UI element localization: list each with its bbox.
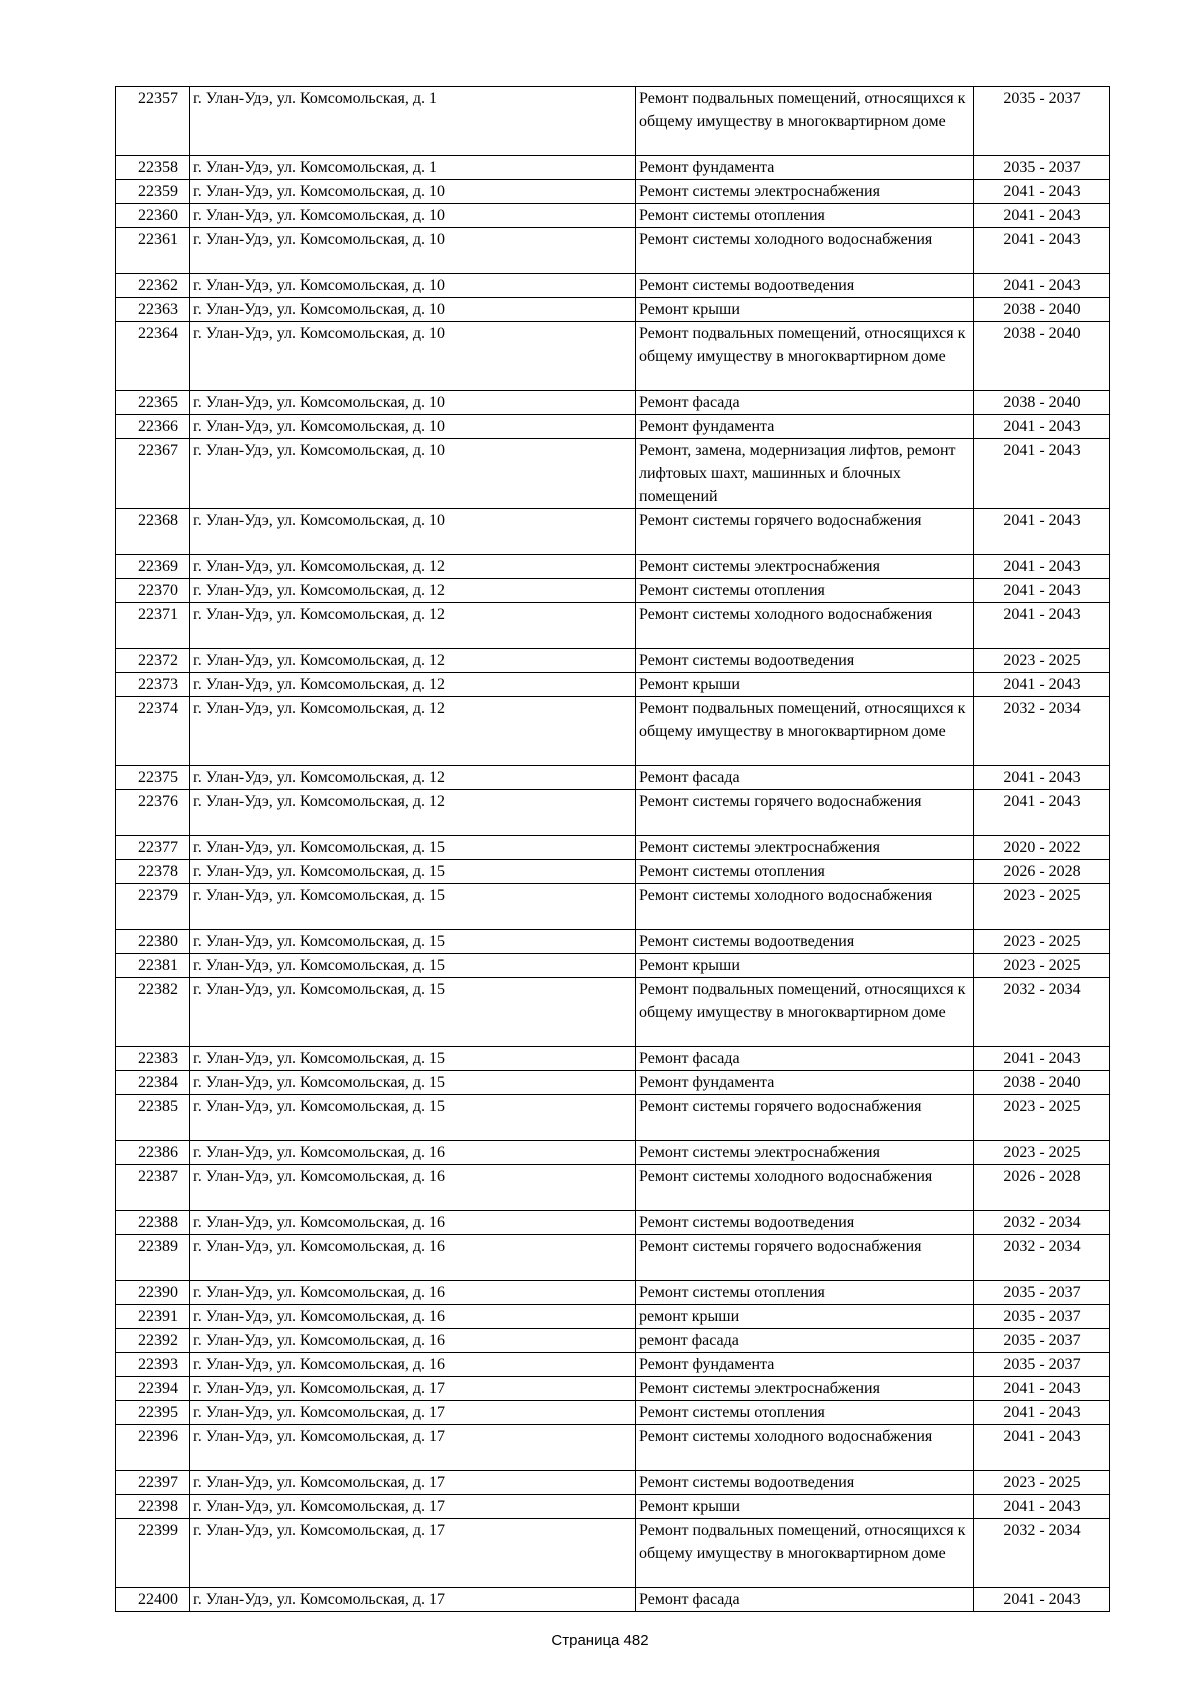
work-type-cell: Ремонт системы электроснабжения: [636, 1377, 974, 1401]
table-row: [116, 180, 1110, 204]
period-cell: 2041 - 2043: [974, 555, 1110, 579]
table-row: [116, 1165, 1110, 1211]
row-id-cell: 22363: [116, 298, 190, 322]
period-cell: 2041 - 2043: [974, 1401, 1110, 1425]
address-cell: г. Улан-Удэ, ул. Комсомольская, д. 10: [190, 180, 636, 204]
period-cell: 2041 - 2043: [974, 1425, 1110, 1471]
work-type-cell: Ремонт фундамента: [636, 156, 974, 180]
row-id-cell: 22364: [116, 322, 190, 391]
repair-schedule-table: [115, 86, 1110, 1612]
work-type-cell: Ремонт системы горячего водоснабжения: [636, 790, 974, 836]
table-row: [116, 766, 1110, 790]
address-cell: г. Улан-Удэ, ул. Комсомольская, д. 12: [190, 603, 636, 649]
row-id-cell: 22393: [116, 1353, 190, 1377]
period-cell: 2041 - 2043: [974, 228, 1110, 274]
period-cell: 2041 - 2043: [974, 1047, 1110, 1071]
period-cell: 2041 - 2043: [974, 1588, 1110, 1612]
row-id-cell: 22388: [116, 1211, 190, 1235]
work-type-cell: Ремонт системы отопления: [636, 204, 974, 228]
work-type-cell: Ремонт фундамента: [636, 1353, 974, 1377]
address-cell: г. Улан-Удэ, ул. Комсомольская, д. 12: [190, 766, 636, 790]
address-cell: г. Улан-Удэ, ул. Комсомольская, д. 17: [190, 1425, 636, 1471]
work-type-cell: Ремонт системы горячего водоснабжения: [636, 509, 974, 555]
table-row: [116, 1305, 1110, 1329]
table-row: [116, 1211, 1110, 1235]
table-row: [116, 579, 1110, 603]
address-cell: г. Улан-Удэ, ул. Комсомольская, д. 17: [190, 1401, 636, 1425]
row-id-cell: 22386: [116, 1141, 190, 1165]
address-cell: г. Улан-Удэ, ул. Комсомольская, д. 15: [190, 1071, 636, 1095]
row-id-cell: 22360: [116, 204, 190, 228]
table-row: [116, 204, 1110, 228]
work-type-cell: Ремонт фундамента: [636, 415, 974, 439]
table-row: [116, 509, 1110, 555]
address-cell: г. Улан-Удэ, ул. Комсомольская, д. 15: [190, 930, 636, 954]
row-id-cell: 22359: [116, 180, 190, 204]
period-cell: 2035 - 2037: [974, 1353, 1110, 1377]
table-row: [116, 860, 1110, 884]
table-row: [116, 1141, 1110, 1165]
period-cell: 2035 - 2037: [974, 87, 1110, 156]
address-cell: г. Улан-Удэ, ул. Комсомольская, д. 15: [190, 1095, 636, 1141]
row-id-cell: 22367: [116, 439, 190, 509]
period-cell: 2023 - 2025: [974, 1141, 1110, 1165]
work-type-cell: Ремонт подвальных помещений, относящихся к общему имуществу в многоквартирном доме: [636, 87, 974, 156]
work-type-cell: Ремонт системы электроснабжения: [636, 555, 974, 579]
period-cell: 2032 - 2034: [974, 697, 1110, 766]
row-id-cell: 22368: [116, 509, 190, 555]
period-cell: 2038 - 2040: [974, 391, 1110, 415]
address-cell: г. Улан-Удэ, ул. Комсомольская, д. 17: [190, 1377, 636, 1401]
work-type-cell: Ремонт системы холодного водоснабжения: [636, 1165, 974, 1211]
work-type-cell: Ремонт системы отопления: [636, 860, 974, 884]
work-type-cell: Ремонт системы отопления: [636, 1281, 974, 1305]
work-type-cell: Ремонт системы холодного водоснабжения: [636, 884, 974, 930]
address-cell: г. Улан-Удэ, ул. Комсомольская, д. 12: [190, 790, 636, 836]
table-row: [116, 1353, 1110, 1377]
table-row: [116, 1425, 1110, 1471]
period-cell: 2032 - 2034: [974, 1235, 1110, 1281]
work-type-cell: Ремонт системы холодного водоснабжения: [636, 1425, 974, 1471]
period-cell: 2035 - 2037: [974, 156, 1110, 180]
address-cell: г. Улан-Удэ, ул. Комсомольская, д. 10: [190, 298, 636, 322]
address-cell: г. Улан-Удэ, ул. Комсомольская, д. 15: [190, 1047, 636, 1071]
address-cell: г. Улан-Удэ, ул. Комсомольская, д. 1: [190, 87, 636, 156]
table-row: [116, 954, 1110, 978]
work-type-cell: Ремонт системы холодного водоснабжения: [636, 603, 974, 649]
row-id-cell: 22372: [116, 649, 190, 673]
address-cell: г. Улан-Удэ, ул. Комсомольская, д. 12: [190, 579, 636, 603]
table-row: [116, 1519, 1110, 1588]
work-type-cell: ремонт крыши: [636, 1305, 974, 1329]
work-type-cell: Ремонт крыши: [636, 1495, 974, 1519]
period-cell: 2035 - 2037: [974, 1281, 1110, 1305]
period-cell: 2041 - 2043: [974, 790, 1110, 836]
address-cell: г. Улан-Удэ, ул. Комсомольская, д. 15: [190, 954, 636, 978]
row-id-cell: 22392: [116, 1329, 190, 1353]
work-type-cell: Ремонт системы водоотведения: [636, 1211, 974, 1235]
address-cell: г. Улан-Удэ, ул. Комсомольская, д. 16: [190, 1281, 636, 1305]
period-cell: 2041 - 2043: [974, 415, 1110, 439]
page-number: Страница 482: [551, 1632, 649, 1649]
work-type-cell: Ремонт фасада: [636, 766, 974, 790]
address-cell: г. Улан-Удэ, ул. Комсомольская, д. 12: [190, 673, 636, 697]
period-cell: 2023 - 2025: [974, 930, 1110, 954]
row-id-cell: 22369: [116, 555, 190, 579]
period-cell: 2038 - 2040: [974, 1071, 1110, 1095]
period-cell: 2041 - 2043: [974, 579, 1110, 603]
row-id-cell: 22395: [116, 1401, 190, 1425]
period-cell: 2038 - 2040: [974, 298, 1110, 322]
period-cell: 2041 - 2043: [974, 1377, 1110, 1401]
row-id-cell: 22370: [116, 579, 190, 603]
period-cell: 2023 - 2025: [974, 1095, 1110, 1141]
address-cell: г. Улан-Удэ, ул. Комсомольская, д. 12: [190, 697, 636, 766]
period-cell: 2035 - 2037: [974, 1329, 1110, 1353]
period-cell: 2023 - 2025: [974, 884, 1110, 930]
table-row: [116, 1329, 1110, 1353]
address-cell: г. Улан-Удэ, ул. Комсомольская, д. 17: [190, 1495, 636, 1519]
work-type-cell: Ремонт подвальных помещений, относящихся к общему имуществу в многоквартирном доме: [636, 978, 974, 1047]
work-type-cell: Ремонт подвальных помещений, относящихся к общему имуществу в многоквартирном доме: [636, 322, 974, 391]
period-cell: 2041 - 2043: [974, 673, 1110, 697]
address-cell: г. Улан-Удэ, ул. Комсомольская, д. 16: [190, 1165, 636, 1211]
period-cell: 2041 - 2043: [974, 603, 1110, 649]
row-id-cell: 22362: [116, 274, 190, 298]
address-cell: г. Улан-Удэ, ул. Комсомольская, д. 15: [190, 860, 636, 884]
address-cell: г. Улан-Удэ, ул. Комсомольская, д. 15: [190, 836, 636, 860]
address-cell: г. Улан-Удэ, ул. Комсомольская, д. 12: [190, 649, 636, 673]
period-cell: 2023 - 2025: [974, 1471, 1110, 1495]
address-cell: г. Улан-Удэ, ул. Комсомольская, д. 16: [190, 1329, 636, 1353]
address-cell: г. Улан-Удэ, ул. Комсомольская, д. 16: [190, 1211, 636, 1235]
table-row: [116, 415, 1110, 439]
row-id-cell: 22376: [116, 790, 190, 836]
table-body: [116, 87, 1110, 1612]
work-type-cell: Ремонт системы электроснабжения: [636, 1141, 974, 1165]
address-cell: г. Улан-Удэ, ул. Комсомольская, д. 1: [190, 156, 636, 180]
table-row: [116, 1377, 1110, 1401]
row-id-cell: 22378: [116, 860, 190, 884]
table-row: [116, 1495, 1110, 1519]
address-cell: г. Улан-Удэ, ул. Комсомольская, д. 15: [190, 884, 636, 930]
work-type-cell: Ремонт системы электроснабжения: [636, 836, 974, 860]
period-cell: 2026 - 2028: [974, 860, 1110, 884]
row-id-cell: 22380: [116, 930, 190, 954]
table-row: [116, 439, 1110, 509]
address-cell: г. Улан-Удэ, ул. Комсомольская, д. 10: [190, 204, 636, 228]
work-type-cell: Ремонт фундамента: [636, 1071, 974, 1095]
table-row: [116, 697, 1110, 766]
period-cell: 2041 - 2043: [974, 274, 1110, 298]
period-cell: 2041 - 2043: [974, 180, 1110, 204]
period-cell: 2041 - 2043: [974, 766, 1110, 790]
table-row: [116, 298, 1110, 322]
table-row: [116, 1588, 1110, 1612]
row-id-cell: 22373: [116, 673, 190, 697]
work-type-cell: Ремонт фасада: [636, 1588, 974, 1612]
row-id-cell: 22381: [116, 954, 190, 978]
table-row: [116, 1095, 1110, 1141]
period-cell: 2032 - 2034: [974, 978, 1110, 1047]
row-id-cell: 22385: [116, 1095, 190, 1141]
period-cell: 2032 - 2034: [974, 1519, 1110, 1588]
table-row: [116, 649, 1110, 673]
address-cell: г. Улан-Удэ, ул. Комсомольская, д. 10: [190, 228, 636, 274]
work-type-cell: Ремонт подвальных помещений, относящихся к общему имуществу в многоквартирном доме: [636, 1519, 974, 1588]
table-row: [116, 322, 1110, 391]
table-row: [116, 87, 1110, 156]
table-row: [116, 1071, 1110, 1095]
table-row: [116, 156, 1110, 180]
table-row: [116, 1401, 1110, 1425]
row-id-cell: 22371: [116, 603, 190, 649]
period-cell: 2023 - 2025: [974, 649, 1110, 673]
row-id-cell: 22357: [116, 87, 190, 156]
row-id-cell: 22366: [116, 415, 190, 439]
work-type-cell: Ремонт системы горячего водоснабжения: [636, 1235, 974, 1281]
row-id-cell: 22389: [116, 1235, 190, 1281]
table-row: [116, 930, 1110, 954]
period-cell: 2026 - 2028: [974, 1165, 1110, 1211]
address-cell: г. Улан-Удэ, ул. Комсомольская, д. 17: [190, 1519, 636, 1588]
row-id-cell: 22374: [116, 697, 190, 766]
row-id-cell: 22384: [116, 1071, 190, 1095]
address-cell: г. Улан-Удэ, ул. Комсомольская, д. 16: [190, 1353, 636, 1377]
period-cell: 2032 - 2034: [974, 1211, 1110, 1235]
address-cell: г. Улан-Удэ, ул. Комсомольская, д. 15: [190, 978, 636, 1047]
table-row: [116, 555, 1110, 579]
period-cell: 2020 - 2022: [974, 836, 1110, 860]
address-cell: г. Улан-Удэ, ул. Комсомольская, д. 10: [190, 415, 636, 439]
row-id-cell: 22365: [116, 391, 190, 415]
row-id-cell: 22399: [116, 1519, 190, 1588]
work-type-cell: Ремонт системы водоотведения: [636, 930, 974, 954]
work-type-cell: Ремонт системы горячего водоснабжения: [636, 1095, 974, 1141]
table-row: [116, 1047, 1110, 1071]
table-row: [116, 884, 1110, 930]
period-cell: 2041 - 2043: [974, 204, 1110, 228]
work-type-cell: Ремонт, замена, модернизация лифтов, ремонт лифтовых шахт, машинных и блочных помещений: [636, 439, 974, 509]
row-id-cell: 22383: [116, 1047, 190, 1071]
table-row: [116, 274, 1110, 298]
work-type-cell: Ремонт системы водоотведения: [636, 274, 974, 298]
address-cell: г. Улан-Удэ, ул. Комсомольская, д. 17: [190, 1588, 636, 1612]
table-row: [116, 978, 1110, 1047]
work-type-cell: Ремонт системы электроснабжения: [636, 180, 974, 204]
table-row: [116, 673, 1110, 697]
work-type-cell: Ремонт крыши: [636, 954, 974, 978]
period-cell: 2038 - 2040: [974, 322, 1110, 391]
work-type-cell: Ремонт крыши: [636, 298, 974, 322]
address-cell: г. Улан-Удэ, ул. Комсомольская, д. 10: [190, 274, 636, 298]
work-type-cell: ремонт фасада: [636, 1329, 974, 1353]
table-row: [116, 836, 1110, 860]
address-cell: г. Улан-Удэ, ул. Комсомольская, д. 16: [190, 1235, 636, 1281]
table-row: [116, 603, 1110, 649]
address-cell: г. Улан-Удэ, ул. Комсомольская, д. 16: [190, 1141, 636, 1165]
table-row: [116, 1281, 1110, 1305]
row-id-cell: 22400: [116, 1588, 190, 1612]
address-cell: г. Улан-Удэ, ул. Комсомольская, д. 10: [190, 322, 636, 391]
work-type-cell: Ремонт подвальных помещений, относящихся к общему имуществу в многоквартирном доме: [636, 697, 974, 766]
row-id-cell: 22375: [116, 766, 190, 790]
address-cell: г. Улан-Удэ, ул. Комсомольская, д. 10: [190, 509, 636, 555]
table-row: [116, 391, 1110, 415]
address-cell: г. Улан-Удэ, ул. Комсомольская, д. 16: [190, 1305, 636, 1329]
work-type-cell: Ремонт фасада: [636, 1047, 974, 1071]
work-type-cell: Ремонт фасада: [636, 391, 974, 415]
work-type-cell: Ремонт системы водоотведения: [636, 649, 974, 673]
row-id-cell: 22361: [116, 228, 190, 274]
work-type-cell: Ремонт системы холодного водоснабжения: [636, 228, 974, 274]
row-id-cell: 22394: [116, 1377, 190, 1401]
table-row: [116, 1235, 1110, 1281]
work-type-cell: Ремонт системы отопления: [636, 579, 974, 603]
row-id-cell: 22391: [116, 1305, 190, 1329]
period-cell: 2041 - 2043: [974, 1495, 1110, 1519]
period-cell: 2041 - 2043: [974, 509, 1110, 555]
address-cell: г. Улан-Удэ, ул. Комсомольская, д. 10: [190, 391, 636, 415]
address-cell: г. Улан-Удэ, ул. Комсомольская, д. 12: [190, 555, 636, 579]
table-row: [116, 790, 1110, 836]
address-cell: г. Улан-Удэ, ул. Комсомольская, д. 10: [190, 439, 636, 509]
work-type-cell: Ремонт крыши: [636, 673, 974, 697]
address-cell: г. Улан-Удэ, ул. Комсомольская, д. 17: [190, 1471, 636, 1495]
period-cell: 2023 - 2025: [974, 954, 1110, 978]
row-id-cell: 22358: [116, 156, 190, 180]
row-id-cell: 22379: [116, 884, 190, 930]
row-id-cell: 22382: [116, 978, 190, 1047]
work-type-cell: Ремонт системы отопления: [636, 1401, 974, 1425]
table-row: [116, 228, 1110, 274]
row-id-cell: 22396: [116, 1425, 190, 1471]
row-id-cell: 22377: [116, 836, 190, 860]
row-id-cell: 22397: [116, 1471, 190, 1495]
table-row: [116, 1471, 1110, 1495]
row-id-cell: 22398: [116, 1495, 190, 1519]
period-cell: 2035 - 2037: [974, 1305, 1110, 1329]
row-id-cell: 22387: [116, 1165, 190, 1211]
period-cell: 2041 - 2043: [974, 439, 1110, 509]
work-type-cell: Ремонт системы водоотведения: [636, 1471, 974, 1495]
row-id-cell: 22390: [116, 1281, 190, 1305]
